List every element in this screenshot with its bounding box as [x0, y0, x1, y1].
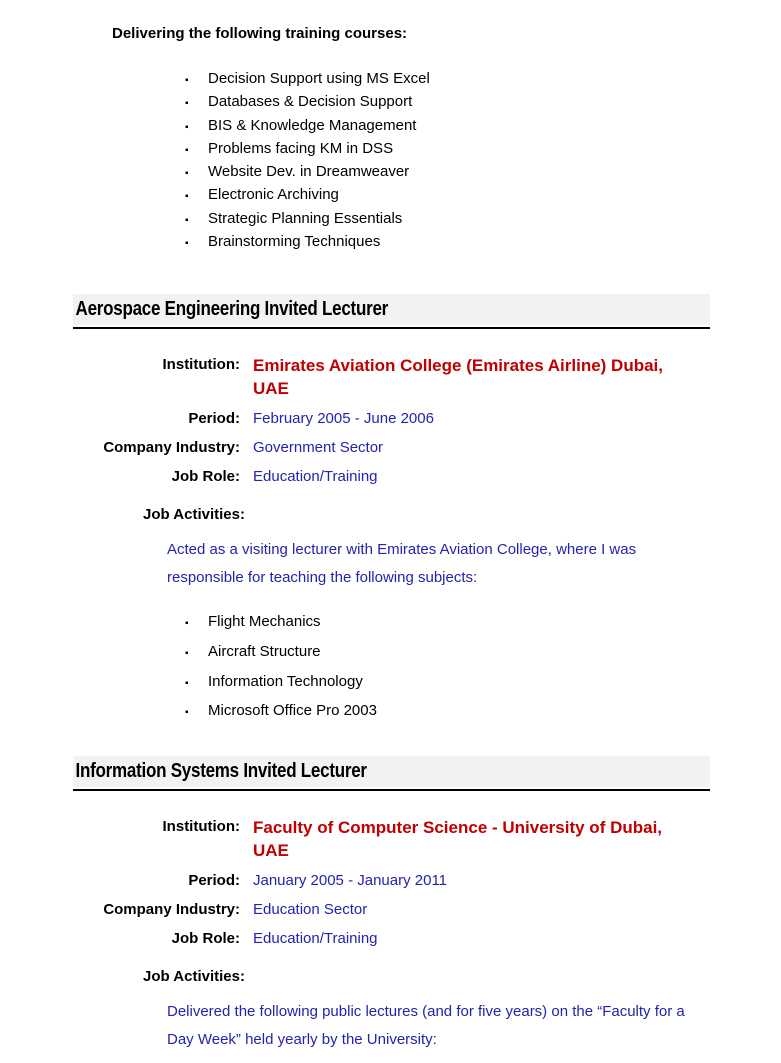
section-title: Aerospace Engineering Invited Lecturer: [75, 298, 389, 321]
square-bullet-icon: ▪: [185, 144, 189, 156]
list-item-text: Microsoft Office Pro 2003: [208, 702, 377, 720]
square-bullet-icon: ▪: [185, 75, 189, 86]
field-grid: [73, 816, 781, 949]
job-activities-label: Job Activities:: [143, 967, 245, 985]
field-label-company-industry: Company Industry:: [103, 439, 240, 457]
subject-list: [185, 608, 781, 726]
square-bullet-icon: ▪: [185, 121, 189, 133]
list-item: [185, 208, 781, 231]
list-item: [185, 91, 781, 114]
list-item-text: Decision Support using MS Excel: [208, 70, 430, 87]
field-value-company-industry: Education Sector: [253, 900, 368, 918]
field-value-period: January 2005 - January 2011: [253, 871, 448, 889]
list-item-text: Flight Mechanics: [208, 613, 321, 631]
job-activities-text: Acted as a visiting lecturer with Emirates Aviation College, where I was responsible for teaching the following subjects:: [167, 541, 637, 587]
list-item-text: Website Dev. in Dreamweaver: [208, 163, 410, 181]
field-value-period: February 2005 - June 2006: [253, 410, 434, 428]
list-item: [185, 68, 781, 91]
field-value-job-role: Education/Training: [253, 468, 378, 486]
field-value-job-role: Education/Training: [253, 929, 378, 947]
list-item-text: Information Technology: [208, 672, 363, 690]
section-information-systems-lecturer: [0, 756, 781, 1054]
list-item: [185, 608, 781, 638]
list-item-text: Electronic Archiving: [208, 186, 339, 204]
section-divider: [73, 789, 710, 791]
field-label-company-industry: Company Industry:: [103, 900, 240, 918]
field-label-job-role: Job Role:: [171, 468, 240, 486]
square-bullet-icon: ▪: [185, 238, 189, 250]
square-bullet-icon: ▪: [185, 618, 189, 630]
field-label-period: Period:: [188, 410, 240, 428]
field-label-job-role: Job Role:: [171, 929, 240, 947]
list-item: [185, 638, 781, 668]
square-bullet-icon: ▪: [185, 191, 189, 203]
list-item: [185, 697, 781, 727]
field-value-institution: Emirates Aviation College (Emirates Airline) Dubai, UAE: [253, 356, 668, 399]
list-item-text: Aircraft Structure: [208, 642, 321, 660]
section-header: [73, 756, 710, 787]
list-item-text: Strategic Planning Essentials: [208, 209, 403, 227]
section-divider: [73, 327, 710, 329]
square-bullet-icon: ▪: [185, 647, 189, 659]
job-activities-label: Job Activities:: [143, 506, 245, 524]
square-bullet-icon: ▪: [185, 98, 189, 110]
section-header: [73, 294, 710, 325]
list-item: [185, 138, 781, 161]
list-item-text: Brainstorming Techniques: [208, 233, 381, 251]
square-bullet-icon: ▪: [185, 168, 189, 180]
list-item-text: BIS & Knowledge Management: [208, 116, 417, 134]
list-item: [185, 161, 781, 184]
training-course-list: [185, 68, 781, 254]
field-grid: [73, 354, 781, 487]
list-item: [185, 115, 781, 138]
field-value-institution: Faculty of Computer Science - University of Dubai, UAE: [253, 817, 672, 860]
square-bullet-icon: ▪: [185, 707, 189, 719]
field-value-company-industry: Government Sector: [253, 439, 384, 457]
job-activities-text: Delivered the following public lectures (and for five years) on the “Faculty for a Day Week” held yearly by the University:: [167, 1002, 685, 1048]
list-item: [185, 668, 781, 698]
section-title: Information Systems Invited Lecturer: [75, 759, 367, 782]
field-label-institution: Institution:: [162, 356, 240, 374]
section-aerospace-lecturer: [0, 294, 781, 726]
field-label-institution: Institution:: [162, 817, 240, 835]
list-item: [185, 184, 781, 207]
list-item-text: Problems facing KM in DSS: [208, 139, 394, 157]
list-item: [185, 231, 781, 254]
intro-heading: Delivering the following training courses:: [112, 25, 408, 42]
list-item-text: Databases & Decision Support: [208, 93, 413, 111]
field-label-period: Period:: [188, 871, 240, 889]
square-bullet-icon: ▪: [185, 214, 189, 226]
square-bullet-icon: ▪: [185, 677, 189, 689]
